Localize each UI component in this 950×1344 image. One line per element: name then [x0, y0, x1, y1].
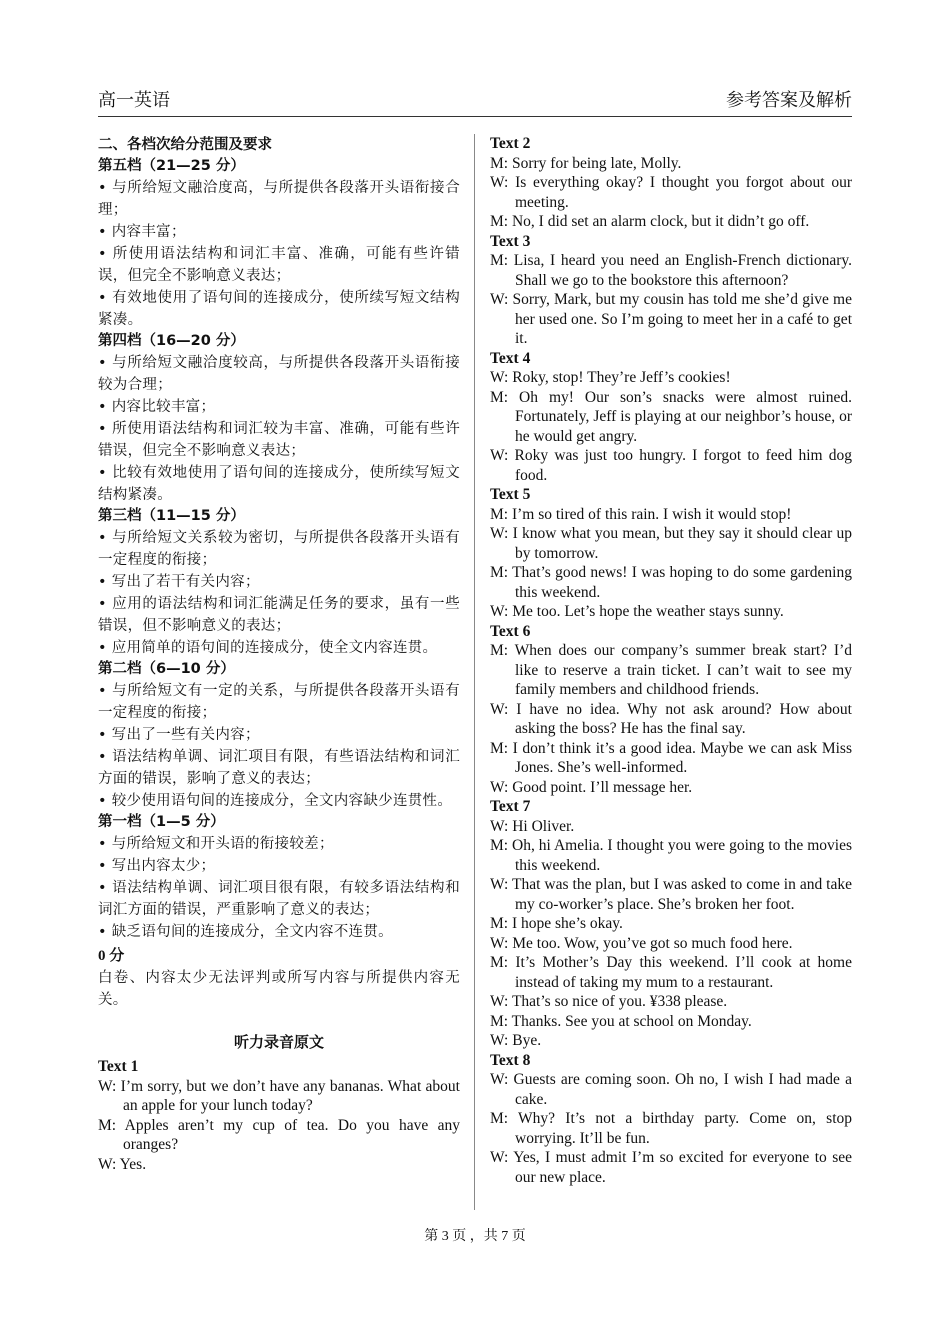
- transcript-text-title: Text 4: [490, 349, 531, 367]
- dialogue-line: W: I know what you mean, but they say it should clear up by tomorrow.: [490, 525, 852, 562]
- dialogue-line: M: Lisa, I heard you need an English-French dictionary. Shall we go to the bookstore this afternoon?: [490, 252, 852, 289]
- dialogue-line: W: Yes, I must admit I’m so excited for everyone to see our new place.: [490, 1149, 852, 1186]
- dialogue-line: W: I have no idea. Why not ask around? How about asking the boss? He has the final say.: [490, 700, 852, 737]
- criteria-bullet: • 写出了一些有关内容；: [98, 727, 260, 743]
- criteria-bullet: • 与所给短文关系较为密切，与所提供各段落开头语有一定程度的衔接；: [98, 530, 460, 568]
- dialogue-line: W: Good point. I’ll message her.: [490, 778, 693, 796]
- dialogue-line: W: Roky was just too hungry. I forgot to feed him dog food.: [490, 447, 852, 484]
- dialogue-line: M: Why? It’s not a birthday party. Come on, stop worrying. It’ll be fun.: [490, 1110, 852, 1147]
- transcript-block: [490, 797, 852, 1051]
- text-1-block: [98, 1057, 460, 1174]
- grading-level-title: 第五档（21—25 分）: [98, 158, 245, 174]
- grading-level: [98, 331, 460, 506]
- criteria-bullet: • 写出内容太少；: [98, 858, 216, 874]
- dialogue-line: W: I’m sorry, but we don’t have any bananas. What about an apple for your lunch today?: [98, 1077, 460, 1114]
- transcript-text-title: Text 7: [490, 798, 531, 815]
- header-title: 参考答案及解析: [726, 90, 852, 111]
- criteria-bullet: • 所使用语法结构和词汇丰富、准确，可能有些许错误，但完全不影响意义表达；: [98, 246, 460, 284]
- dialogue-line: M: When does our company’s summer break start? I’d like to reserve a train ticket. I can’t wait to see my family members and childhood friends.: [490, 642, 852, 698]
- dialogue-line: M: I don’t think it’s a good idea. Maybe we can ask Miss Jones. She’s well-informed.: [490, 739, 852, 776]
- zero-score-title: 0 分: [98, 948, 125, 964]
- criteria-bullet: • 与所给短文和开头语的衔接较差；: [98, 836, 334, 852]
- dialogue-line: M: Sorry for being late, Molly.: [490, 154, 682, 172]
- transcript-text-title: Text 5: [490, 486, 531, 503]
- dialogue-line: W: Bye.: [490, 1032, 542, 1049]
- grading-level-title: 第二档（6—10 分）: [98, 661, 235, 677]
- criteria-bullet: • 应用简单的语句间的连接成分，使全文内容连贯。: [98, 640, 438, 656]
- page-footer: 第 3 页 ，共 7 页: [424, 1229, 526, 1244]
- criteria-bullet: • 语法结构单调、词汇项目很有限，有较多语法结构和词汇方面的错误，严重影响了意义的表达；: [98, 880, 460, 918]
- header-subject: 高一英语: [98, 90, 170, 111]
- criteria-bullet: • 较少使用语句间的连接成分，全文内容缺少连贯性。: [98, 793, 453, 809]
- criteria-bullet: • 缺乏语句间的连接成分，全文内容不连贯。: [98, 924, 393, 940]
- grading-level: [98, 812, 460, 943]
- dialogue-line: M: Thanks. See you at school on Monday.: [490, 1012, 752, 1030]
- dialogue-line: M: Oh, hi Amelia. I thought you were going to the movies this weekend.: [490, 837, 852, 874]
- dialogue-line: M: Apples aren’t my cup of tea. Do you have any oranges?: [98, 1116, 460, 1153]
- dialogue-line: W: Guests are coming soon. Oh no, I wish I had made a cake.: [490, 1071, 852, 1108]
- dialogue-line: W: Me too. Wow, you’ve got so much food here.: [490, 934, 793, 952]
- grading-level: [98, 659, 460, 812]
- dialogue-line: M: I hope she’s okay.: [490, 915, 623, 932]
- dialogue-line: W: Is everything okay? I thought you forgot about our meeting.: [490, 174, 852, 211]
- dialogue-line: W: Sorry, Mark, but my cousin has told me she’d give me her used one. So I’m going to meet her in a café to get it.: [490, 291, 852, 347]
- criteria-bullet: • 与所给短文融洽度较高，与所提供各段落开头语衔接较为合理；: [98, 355, 460, 393]
- dialogue-line: W: Hi Oliver.: [490, 817, 575, 835]
- criteria-bullet: • 比较有效地使用了语句间的连接成分，使所续写短文结构紧凑。: [98, 465, 460, 503]
- transcript-block: [490, 134, 852, 232]
- transcript-block: [490, 622, 852, 798]
- transcript-block: [490, 485, 852, 622]
- dialogue-line: W: Me too. Let’s hope the weather stays sunny.: [490, 603, 784, 620]
- grading-level: [98, 156, 460, 331]
- section-title: 二、各档次给分范围及要求: [98, 137, 272, 153]
- criteria-bullet: • 语法结构单调、词汇项目有限，有些语法结构和词汇方面的错误，影响了意义的表达；: [98, 749, 460, 787]
- grading-level-title: 第一档（1—5 分）: [98, 814, 225, 830]
- criteria-bullet: • 与所给短文有一定的关系，与所提供各段落开头语有一定程度的衔接；: [98, 683, 460, 721]
- transcript-text-title: Text 8: [490, 1051, 531, 1069]
- criteria-bullet: • 写出了若干有关内容；: [98, 574, 260, 590]
- transcript-block: [490, 349, 852, 486]
- grading-level: [98, 506, 460, 659]
- dialogue-line: M: I’m so tired of this rain. I wish it would stop!: [490, 505, 792, 523]
- dialogue-line: M: No, I did set an alarm clock, but it didn’t go off.: [490, 213, 810, 230]
- dialogue-line: M: It’s Mother’s Day this weekend. I’ll cook at home instead of taking my mum to a restaurant.: [490, 954, 852, 991]
- criteria-bullet: • 所使用语法结构和词汇较为丰富、准确，可能有些许错误，但完全不影响意义表达；: [98, 421, 460, 459]
- transcript-text-title: Text 6: [490, 622, 531, 640]
- criteria-bullet: • 内容丰富；: [98, 224, 186, 240]
- column-divider: [474, 134, 475, 1210]
- transcript-title: 听力录音原文: [233, 1033, 324, 1051]
- dialogue-line: W: Roky, stop! They’re Jeff’s cookies!: [490, 369, 731, 386]
- dialogue-line: W: Yes.: [98, 1155, 147, 1173]
- criteria-bullet: • 内容比较丰富；: [98, 399, 216, 415]
- right-column: [490, 134, 852, 1187]
- criteria-bullet: • 与所给短文融洽度高，与所提供各段落开头语衔接合理；: [98, 180, 460, 218]
- transcript-text-title: Text 2: [490, 135, 531, 152]
- dialogue-line: W: That’s so nice of you. ¥338 please.: [490, 993, 728, 1010]
- grading-level-title: 第三档（11—15 分）: [98, 508, 245, 524]
- dialogue-line: M: That’s good news! I was hoping to do some gardening this weekend.: [490, 564, 852, 601]
- grading-level-title: 第四档（16—20 分）: [98, 333, 245, 349]
- page-header: [98, 90, 852, 117]
- dialogue-line: M: Oh my! Our son’s snacks were almost ruined. Fortunately, Jeff is playing at our neighbor’s house, or he would get angry.: [490, 388, 852, 445]
- dialogue-line: W: That was the plan, but I was asked to come in and take my co-worker’s place. She’s broken her foot.: [490, 876, 852, 913]
- transcript-text-title: Text 3: [490, 232, 531, 250]
- zero-score-text: 白卷、内容太少无法评判或所写内容与所提供内容无关。: [98, 970, 460, 1008]
- criteria-bullet: • 有效地使用了语句间的连接成分，使所续写短文结构紧凑。: [98, 290, 460, 328]
- criteria-bullet: • 应用的语法结构和词汇能满足任务的要求，虽有一些错误，但不影响意义的表达；: [98, 596, 460, 634]
- transcript-block: [490, 232, 852, 349]
- transcript-block: [490, 1051, 852, 1188]
- left-column: [98, 134, 460, 1174]
- text-1-title: Text 1: [98, 1058, 139, 1075]
- grading-levels: [98, 156, 460, 943]
